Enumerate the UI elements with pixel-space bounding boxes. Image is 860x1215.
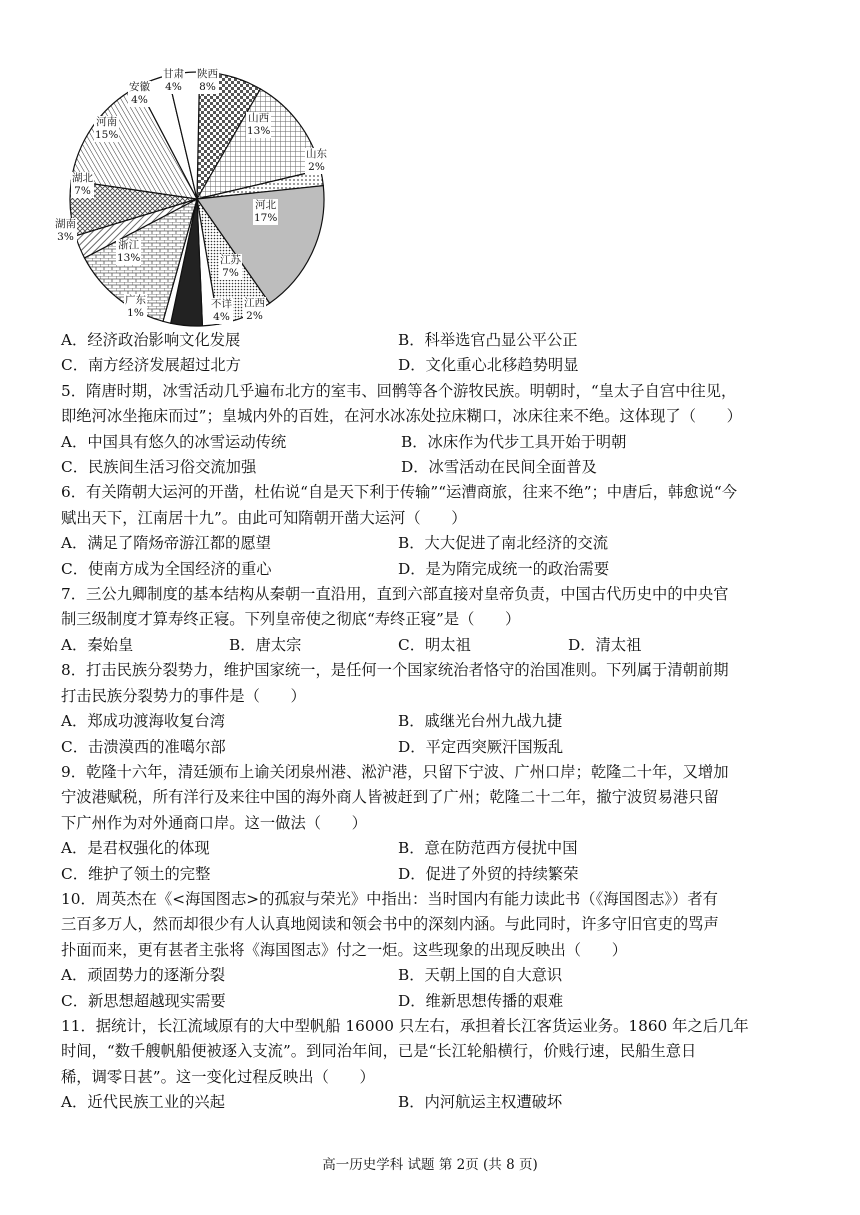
q8-option-a[interactable]: A．郑成功渡海收复台湾 (61, 712, 226, 731)
pie-label-河北 (253, 199, 278, 225)
q10-option-b[interactable]: B．天朝上国的自大意识 (398, 966, 563, 985)
q6-option-a[interactable]: A．满足了隋炀帝游江都的愿望 (61, 534, 271, 553)
q10-option-d[interactable]: D．维新思想传播的艰难 (398, 991, 564, 1010)
q8-stem (61, 658, 803, 709)
question-area (61, 328, 803, 1116)
q10-stem-line: 10．周英杰在《<海国图志>的孤寂与荣光》中指出：当时国内有能力读此书（《海国图志》）者有 (61, 889, 718, 908)
page-footer: 高一历史学科 试题 第 2页 (共 8 页) (322, 1157, 538, 1173)
pie-label-广东 (124, 294, 147, 320)
pie-label-山东 (305, 148, 328, 174)
pie-label-value: 13% (247, 125, 271, 137)
pie-label-value: 7% (222, 267, 239, 279)
q5-option-b[interactable]: B．冰床作为代步工具开始于明朝 (401, 432, 627, 451)
pie-label-value: 4% (165, 81, 182, 93)
pie-label-浙江 (116, 239, 141, 265)
q11-stem-line: 11．据统计，长江流域原有的大中型帆船 16000 只左右，承担着长江客货运业务。1860 年之后几年 (61, 1016, 749, 1035)
q9-stem (61, 760, 803, 836)
q11-stem (61, 1014, 803, 1090)
pie-label-name: 山西 (248, 112, 270, 124)
q9-stem-line: 9．乾隆十六年，清廷颁布上谕关闭泉州港、淞沪港，只留下宁波、广州口岸；乾隆二十年，又增加 (61, 762, 729, 781)
q9-stem-line: 宁波港赋税，所有洋行及来往中国的海外商人皆被赶到了广州；乾隆二十二年，撤宁波贸易港只留 (61, 788, 719, 807)
q10-stem (61, 887, 803, 963)
q8-stem-line: 打击民族分裂势力的事件是（ ） (61, 686, 306, 705)
pie-label-value: 4% (131, 94, 148, 106)
q7-stem (61, 582, 803, 633)
q5-stem-line: 5．隋唐时期，冰雪活动几乎遍布北方的室韦、回鹘等各个游牧民族。明朝时，“皇太子自宫中往见， (61, 381, 737, 400)
q7-stem-line: 制三级制度才算寿终正寝。下列皇帝使之彻底“寿终正寝”是（ ） (61, 610, 521, 629)
q9-option-b[interactable]: B．意在防范西方侵扰中国 (398, 839, 578, 858)
q10-option-a[interactable]: A．顽固势力的逐渐分裂 (61, 966, 226, 985)
pie-label-name: 河北 (255, 199, 277, 211)
pie-label-name: 甘肃 (163, 68, 184, 80)
q5-stem (61, 379, 803, 430)
q4-option-b[interactable]: B．科举选官凸显公平公正 (398, 331, 578, 349)
q9-stem-line: 下广州作为对外通商口岸。这一做法（ ） (61, 813, 367, 832)
q4-option-c[interactable]: C．南方经济发展超过北方 (61, 356, 241, 375)
pie-label-山西 (246, 112, 271, 138)
q10-stem-line: 三百多万人，然而却很少有人认真地阅读和领会书中的深刻内涵。与此同时，许多守旧官吏的骂声 (61, 915, 719, 934)
pie-label-安徽 (128, 81, 151, 107)
q9-option-a[interactable]: A．是君权强化的体现 (61, 839, 210, 858)
pie-label-name: 不详 (211, 298, 232, 310)
pie-label-name: 湖南 (55, 218, 76, 230)
pie-label-name: 浙江 (118, 239, 140, 251)
q9-option-d[interactable]: D．促进了外贸的持续繁荣 (398, 864, 579, 883)
pie-label-value: 1% (127, 307, 144, 319)
q4-option-a[interactable]: A．经济政治影响文化发展 (61, 331, 241, 349)
pie-chart (55, 66, 330, 328)
pie-label-name: 陕西 (197, 68, 218, 80)
q8-option-c[interactable]: C．击溃漠西的准噶尔部 (61, 737, 226, 756)
q5-option-a[interactable]: A．中国具有悠久的冰雪运动传统 (61, 432, 287, 451)
pie-label-value: 3% (57, 231, 74, 243)
q4-option-d[interactable]: D．文化重心北移趋势明显 (398, 356, 579, 375)
q7-stem-line: 7．三公九卿制度的基本结构从秦朝一直沿用，直到六部直接对皇帝负责，中国古代历史中的中央官 (61, 585, 729, 604)
q8-option-d[interactable]: D．平定西突厥汗国叛乱 (398, 737, 564, 756)
q6-stem-line: 赋出天下，江南居十九”。由此可知隋朝开凿大运河（ ） (61, 508, 467, 527)
q10-stem-line: 扑面而来，更有甚者主张将《海国图志》付之一炬。这些现象的出现反映出（ ） (61, 940, 627, 959)
pie-label-value: 17% (254, 212, 278, 224)
q4-options-row2 (61, 353, 803, 378)
pie-label-value: 13% (117, 252, 141, 264)
q5-stem-line: 即绝河冰坐拖床而过”；皇城内外的百姓，在河水冰冻处拉床糊口，冰床往来不绝。这体现了（ ） (61, 407, 742, 426)
pie-label-name: 江苏 (220, 254, 241, 266)
pie-label-不详 (210, 298, 233, 324)
q6-stem-line: 6．有关隋朝大运河的开凿，杜佑说“自是天下利于传输”“运漕商旅，往来不绝”；中唐后，韩愈说“今 (61, 483, 738, 502)
pie-label-name: 河南 (96, 116, 118, 128)
q11-option-b[interactable]: B．内河航运主权遭破坏 (398, 1093, 563, 1112)
pie-label-江苏 (219, 254, 242, 280)
q8-option-b[interactable]: B．戚继光台州九战九捷 (398, 712, 563, 731)
q7-option-c[interactable]: C．明太祖 (398, 635, 471, 654)
pie-label-value: 4% (213, 311, 230, 323)
q5-option-c[interactable]: C．民族间生活习俗交流加强 (61, 458, 257, 477)
q6-option-c[interactable]: C．使南方成为全国经济的重心 (61, 559, 272, 578)
pie-label-name: 山东 (306, 148, 327, 160)
q7-option-a[interactable]: A．秦始皇 (61, 635, 134, 654)
pie-label-value: 2% (308, 161, 325, 173)
q11-option-a[interactable]: A．近代民族工业的兴起 (61, 1093, 226, 1112)
pie-svg (60, 66, 330, 328)
q10-option-c[interactable]: C．新思想超越现实需要 (61, 991, 226, 1010)
pie-label-湖南 (54, 218, 77, 244)
pie-label-湖北 (71, 172, 94, 198)
pie-label-name: 江西 (244, 297, 265, 309)
pie-label-value: 15% (95, 129, 119, 141)
pie-label-name: 安徽 (129, 81, 150, 93)
q11-stem-line: 稀，调零日甚”。这一变化过程反映出（ ） (61, 1067, 375, 1086)
q7-option-d[interactable]: D．清太祖 (568, 635, 642, 654)
q6-option-b[interactable]: B．大大促进了南北经济的交流 (398, 534, 609, 553)
pie-label-name: 湖北 (72, 172, 93, 184)
pie-label-value: 8% (199, 81, 216, 93)
pie-label-江西 (243, 297, 266, 323)
q7-option-b[interactable]: B．唐太宗 (229, 635, 302, 654)
q11-stem-line: 时间，“数千艘帆船便被逐入支流”。到同治年间，已是“长江轮船横行，价贱行速，民船生意日 (61, 1042, 697, 1061)
pie-label-value: 7% (74, 185, 91, 197)
pie-label-name: 广东 (125, 294, 146, 306)
q8-stem-line: 8．打击民族分裂势力，维护国家统一，是任何一个国家统治者恪守的治国准则。下列属于清朝前期 (61, 661, 729, 680)
q7-options (61, 633, 803, 658)
q4-options-row1 (61, 328, 803, 353)
pie-label-陕西 (196, 68, 219, 94)
q9-option-c[interactable]: C．维护了领土的完整 (61, 864, 211, 883)
q6-option-d[interactable]: D．是为隋完成统一的政治需要 (398, 559, 610, 578)
pie-label-河南 (94, 116, 119, 142)
pie-label-甘肃 (162, 68, 185, 94)
q5-option-d[interactable]: D．冰雪活动在民间全面普及 (401, 458, 597, 477)
pie-label-value: 2% (246, 310, 263, 322)
q6-stem (61, 480, 803, 531)
